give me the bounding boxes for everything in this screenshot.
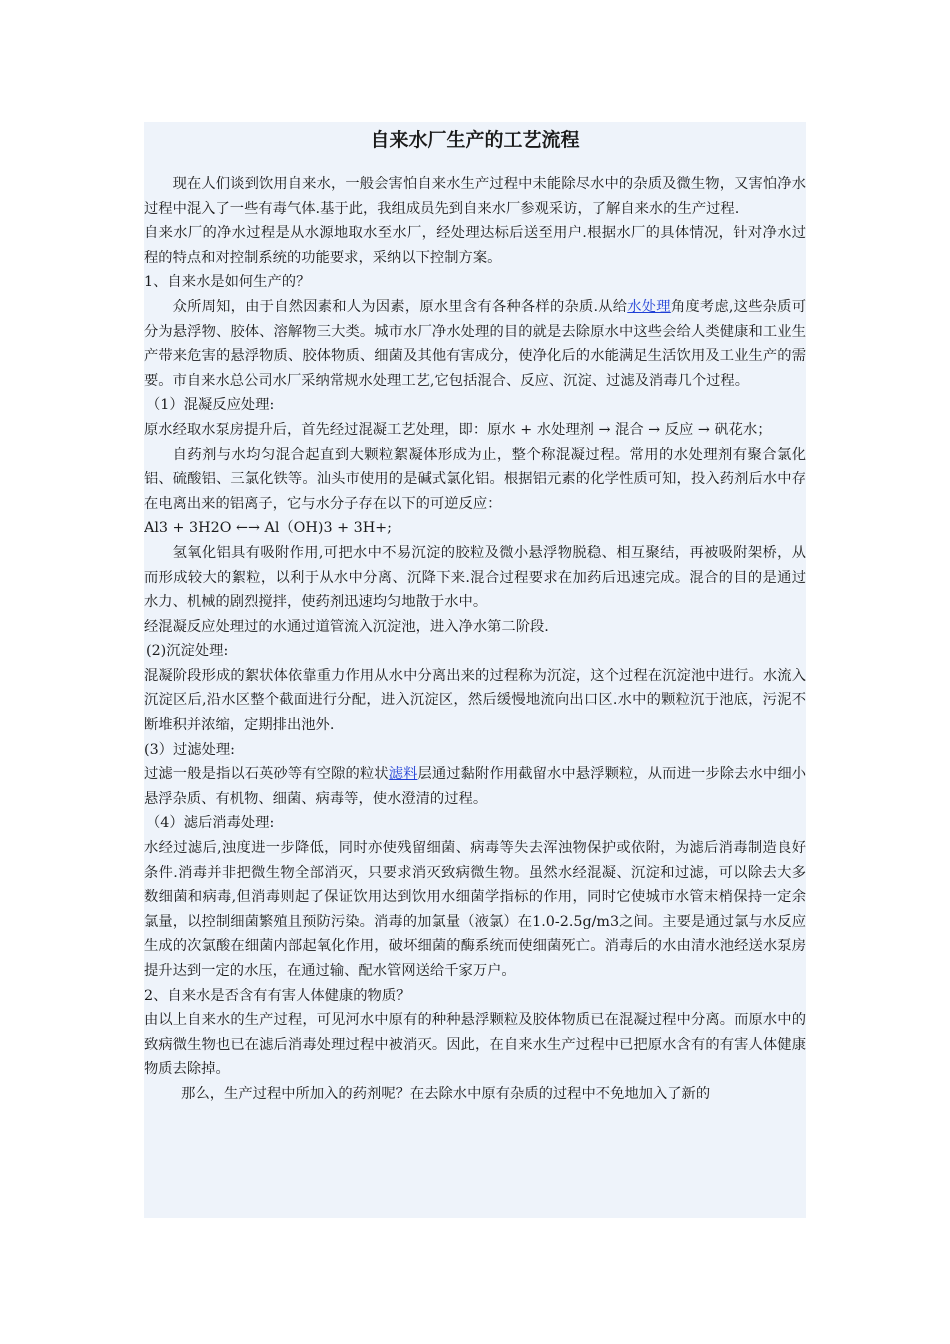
heading-how-produced: 1、自来水是如何生产的？ [144,274,311,291]
text-segment: 众所周知，由于自然因素和人为因素，原水里含有各种各样的杂质.从给 [172,298,628,315]
section-disinfection: （4）滤后消毒处理: [146,815,275,832]
text-segment: 角度考虑,这些杂质可分为悬浮物、胶体、溶解物三大类。城市水厂净水处理的目的就是去除原水中这些会给人类健康和工业生产带来危害的悬浮物质、胶体物质、细菌及其他有害成分，使净化后的水能满足生活饮用及工业生产的需要。市自来水总公司水厂采纳常规水处理工艺,它包括混合、反应、沉淀、过滤及消毒几个过程。 [144,298,806,389]
paragraph-coagulation-detail: 自药剂与水均匀混合起直到大颗粒絮凝体形成为止，整个称混凝过程。常用的水处理剂有聚合氯化铝、硫酸铝、三氯化铁等。汕头市使用的是碱式氯化铝。根据铝元素的化学性质可知，投入药剂后水中存在电离出来的铝离子，它与水分子存在以下的可逆反应： [144,446,806,512]
paragraph-filtration [144,762,806,811]
paragraph-sedimentation: 混凝阶段形成的絮状体依靠重力作用从水中分离出来的过程称为沉淀，这个过程在沉淀池中进行。水流入沉淀区后,沿水区整个截面进行分配，进入沉淀区，然后缓慢地流向出口区.水中的颗粒沉于池底，污泥不断堆积并浓缩，定期排出池外. [144,667,806,734]
section-coagulation: （1）混凝反应处理: [146,397,275,414]
link-filter-material[interactable]: 滤料 [388,766,418,783]
section-sedimentation: (2)沉淀处理: [146,643,229,660]
paragraph-to-sedimentation: 经混凝反应处理过的水通过道管流入沉淀池，进入净水第二阶段. [144,618,549,635]
text-segment: 过滤一般是指以石英砂等有空隙的粒状 [144,766,389,783]
paragraph-adsorption: 氢氧化铝具有吸附作用,可把水中不易沉淀的胶粒及微小悬浮物脱稳、相互聚结，再被吸附架桥，从而形成较大的絮粒，以利于从水中分离、沉降下来.混合过程要求在加药后迅速完成。混合的目的是通过水力、机械的剧烈搅拌，使药剂迅速均匀地散于水中。 [144,544,806,611]
section-filtration: (3）过滤处理: [144,741,235,758]
paragraph-disinfection: 水经过滤后,浊度进一步降低，同时亦使残留细菌、病毒等失去浑浊物保护或依附，为滤后消毒制造良好条件.消毒并非把微生物全部消灭，只要求消灭致病微生物。虽然水经混凝、沉淀和过滤，可以除去大多数细菌和病毒,但消毒则起了保证饮用达到饮用水细菌学指标的作用，同时它使城市水管末梢保持一定余氯量，以控制细菌繁殖且预防污染。消毒的加氯量（液氯）在1.0-2.5g/m3之间。主要是通过氯与水反应生成的次氯酸在细菌内部起氧化作用，破坏细菌的酶系统而使细菌死亡。消毒后的水由清水池经送水泵房提升达到一定的水压，在通过输、配水管网送给千家万户。 [144,840,806,979]
paragraph-intro: 现在人们谈到饮用自来水，一般会害怕自来水生产过程中未能除尽水中的杂质及微生物，又害怕净水过程中混入了一些有毒气体.基于此，我组成员先到自来水厂参观采访，了解自来水的生产过程. [144,176,806,217]
paragraph-added-agents: 那么，生产过程中所加入的药剂呢？在去除水中原有杂质的过程中不免地加入了新的 [181,1085,711,1102]
paragraph-coagulation-flow: 原水经取水泵房提升后，首先经过混凝工艺处理，即：原水 + 水处理剂 → 混合 → 反应 → 矾花水； [144,421,772,438]
paragraph-overview: 自来水厂的净水过程是从水源地取水至水厂，经处理达标后送至用户.根据水厂的具体情况，针对净水过程的特点和对控制系统的功能要求，采纳以下控制方案。 [144,225,806,266]
document-body [144,172,806,1107]
paragraph-impurities [144,295,806,393]
link-water-treatment[interactable]: 水处理 [627,298,671,315]
equation-reaction: Al3 + 3H2O ←→ Al（OH)3 + 3H+; [144,520,392,537]
heading-harmful-substances: 2、自来水是否含有有害人体健康的物质？ [144,987,411,1004]
document-title: 自来水厂生产的工艺流程 [370,129,580,151]
paragraph-harmful-removed: 由以上自来水的生产过程，可见河水中原有的种种悬浮颗粒及胶体物质已在混凝过程中分离。而原水中的致病微生物也已在滤后消毒处理过程中被消灭。因此，在自来水生产过程中已把原水含有的有害人体健康物质去除掉。 [144,1012,806,1078]
text-segment: 层通过黏附作用截留水中悬浮颗粒，从而进一步除去水中细小悬浮杂质、有机物、细菌、病毒等，使水澄清的过程。 [144,766,806,807]
document-page [144,122,806,1218]
